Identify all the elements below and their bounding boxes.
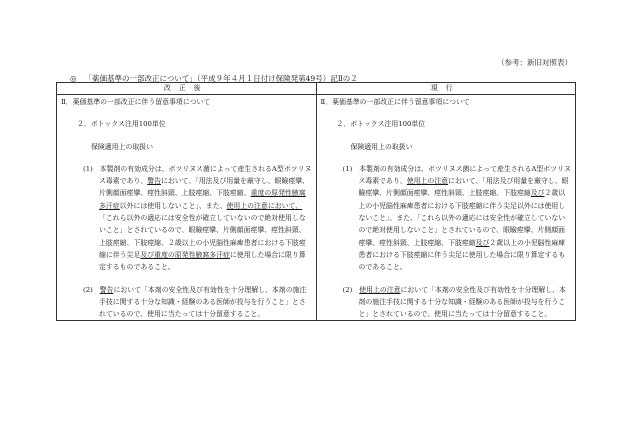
subsection-heading: ２．ボトックス注用100単位 bbox=[336, 120, 426, 129]
content-row bbox=[57, 95, 576, 321]
item-number: (2) bbox=[342, 285, 353, 294]
underlined-change: 警告 bbox=[147, 177, 162, 186]
underlined-change: 使用上の注意 bbox=[406, 177, 449, 186]
item-number: (1) bbox=[83, 164, 93, 173]
underlined-change: 重度の原発性腋窩多汗症 bbox=[99, 189, 306, 210]
underlined-change: 及び重度の原発性腋窩多汗症 bbox=[140, 250, 230, 259]
subsection-heading: ２．ボトックス注用100単位 bbox=[77, 120, 166, 129]
comparison-table bbox=[56, 82, 576, 321]
underlined-change: 使用上の注意 bbox=[359, 285, 401, 294]
list-item: (2) 警告において「本剤の安全性及び有効性を十分理解し、本剤の施注手技に関する十分な知識・経験のある医師が投与を行うこと」とされているので、使用に当たっては十分留意すること。 bbox=[83, 285, 307, 319]
underlined-change: 使用上の注意において、 bbox=[226, 201, 303, 210]
list-item: (1) 本製剤の有効成分は、ボツリヌス菌によって産生されるA型ボツリヌス毒素であり、警告において、「用法及び用量を厳守し、眼瞼痙攣、片側顔面痙攣、痙性斜頸、上肢痙縮、下肢痙縮、重度の原発性腋窩多汗症以外には使用しないこと」、また、使用上の注意において、「これら以外の適応には安全性が確立していないので絶対使用しないこと」とされているので、眼瞼痙攣、片側顔面痙攣、痙性斜頸、上肢痙縮、下肢痙縮、２歳以上の小児脳性麻痺患者における下肢痙縮に伴う尖足及び重度の原発性腋窩多汗症に使用した場合に限り算定するものであること。 bbox=[83, 164, 312, 272]
revised-column bbox=[57, 95, 317, 321]
underlined-change: 警告 bbox=[99, 285, 114, 294]
item-number: (1) bbox=[342, 164, 353, 173]
current-column bbox=[316, 95, 576, 321]
title-symbol: ◎ bbox=[70, 74, 77, 83]
item-number: (2) bbox=[83, 285, 93, 294]
header-revised: 改正後 bbox=[57, 83, 317, 95]
underlined-change: 及び bbox=[530, 189, 545, 198]
topic-heading: 保険適用上の取扱い bbox=[350, 142, 413, 151]
header-current: 現行 bbox=[316, 83, 576, 95]
section-heading: Ⅱ．薬価基準の一部改正に伴う留意事項について bbox=[320, 98, 470, 106]
reference-label: （参考：新旧対照表） bbox=[497, 58, 572, 67]
list-item: (1) 本製剤の有効成分は、ボツリヌス菌によって産生されるA型ボツリヌス毒素であり、使用上の注意において、「用法及び用量を厳守し、眼瞼痙攣、片側顔面痙攣、痙性斜頸、上肢痙縮、下肢痙縮及び２歳以上の小児脳性麻痺患者における下肢痙縮に伴う尖足以外には使用しないこと」、また、「これら以外の適応には安全性が確立していないので絶対使用しないこと」とされているので、眼瞼痙攣、片側顔面痙攣、痙性斜頸、上肢痙縮、下肢痙縮及び２歳以上の小児脳性麻痺患者における下肢痙縮に伴う尖足に使用した場合に限り算定するものであること。 bbox=[342, 164, 571, 272]
section-heading: Ⅱ．薬価基準の一部改正に伴う留意事項について bbox=[61, 98, 211, 106]
title-text: 「薬価基準の一部改正について」（平成９年４月１日付け保険発第49号）記Ⅱの２ bbox=[84, 74, 358, 83]
topic-heading: 保険適用上の取扱い bbox=[91, 142, 154, 151]
list-item: (2) 使用上の注意において「本剤の安全性及び有効性を十分理解し、本剤の施注手技に関する十分な知識・経験のある医師が投与を行うこと」とされているので、使用に当たっては十分留意すること。 bbox=[342, 285, 566, 319]
underlined-change: 及び bbox=[475, 238, 490, 247]
header-row bbox=[57, 83, 576, 95]
